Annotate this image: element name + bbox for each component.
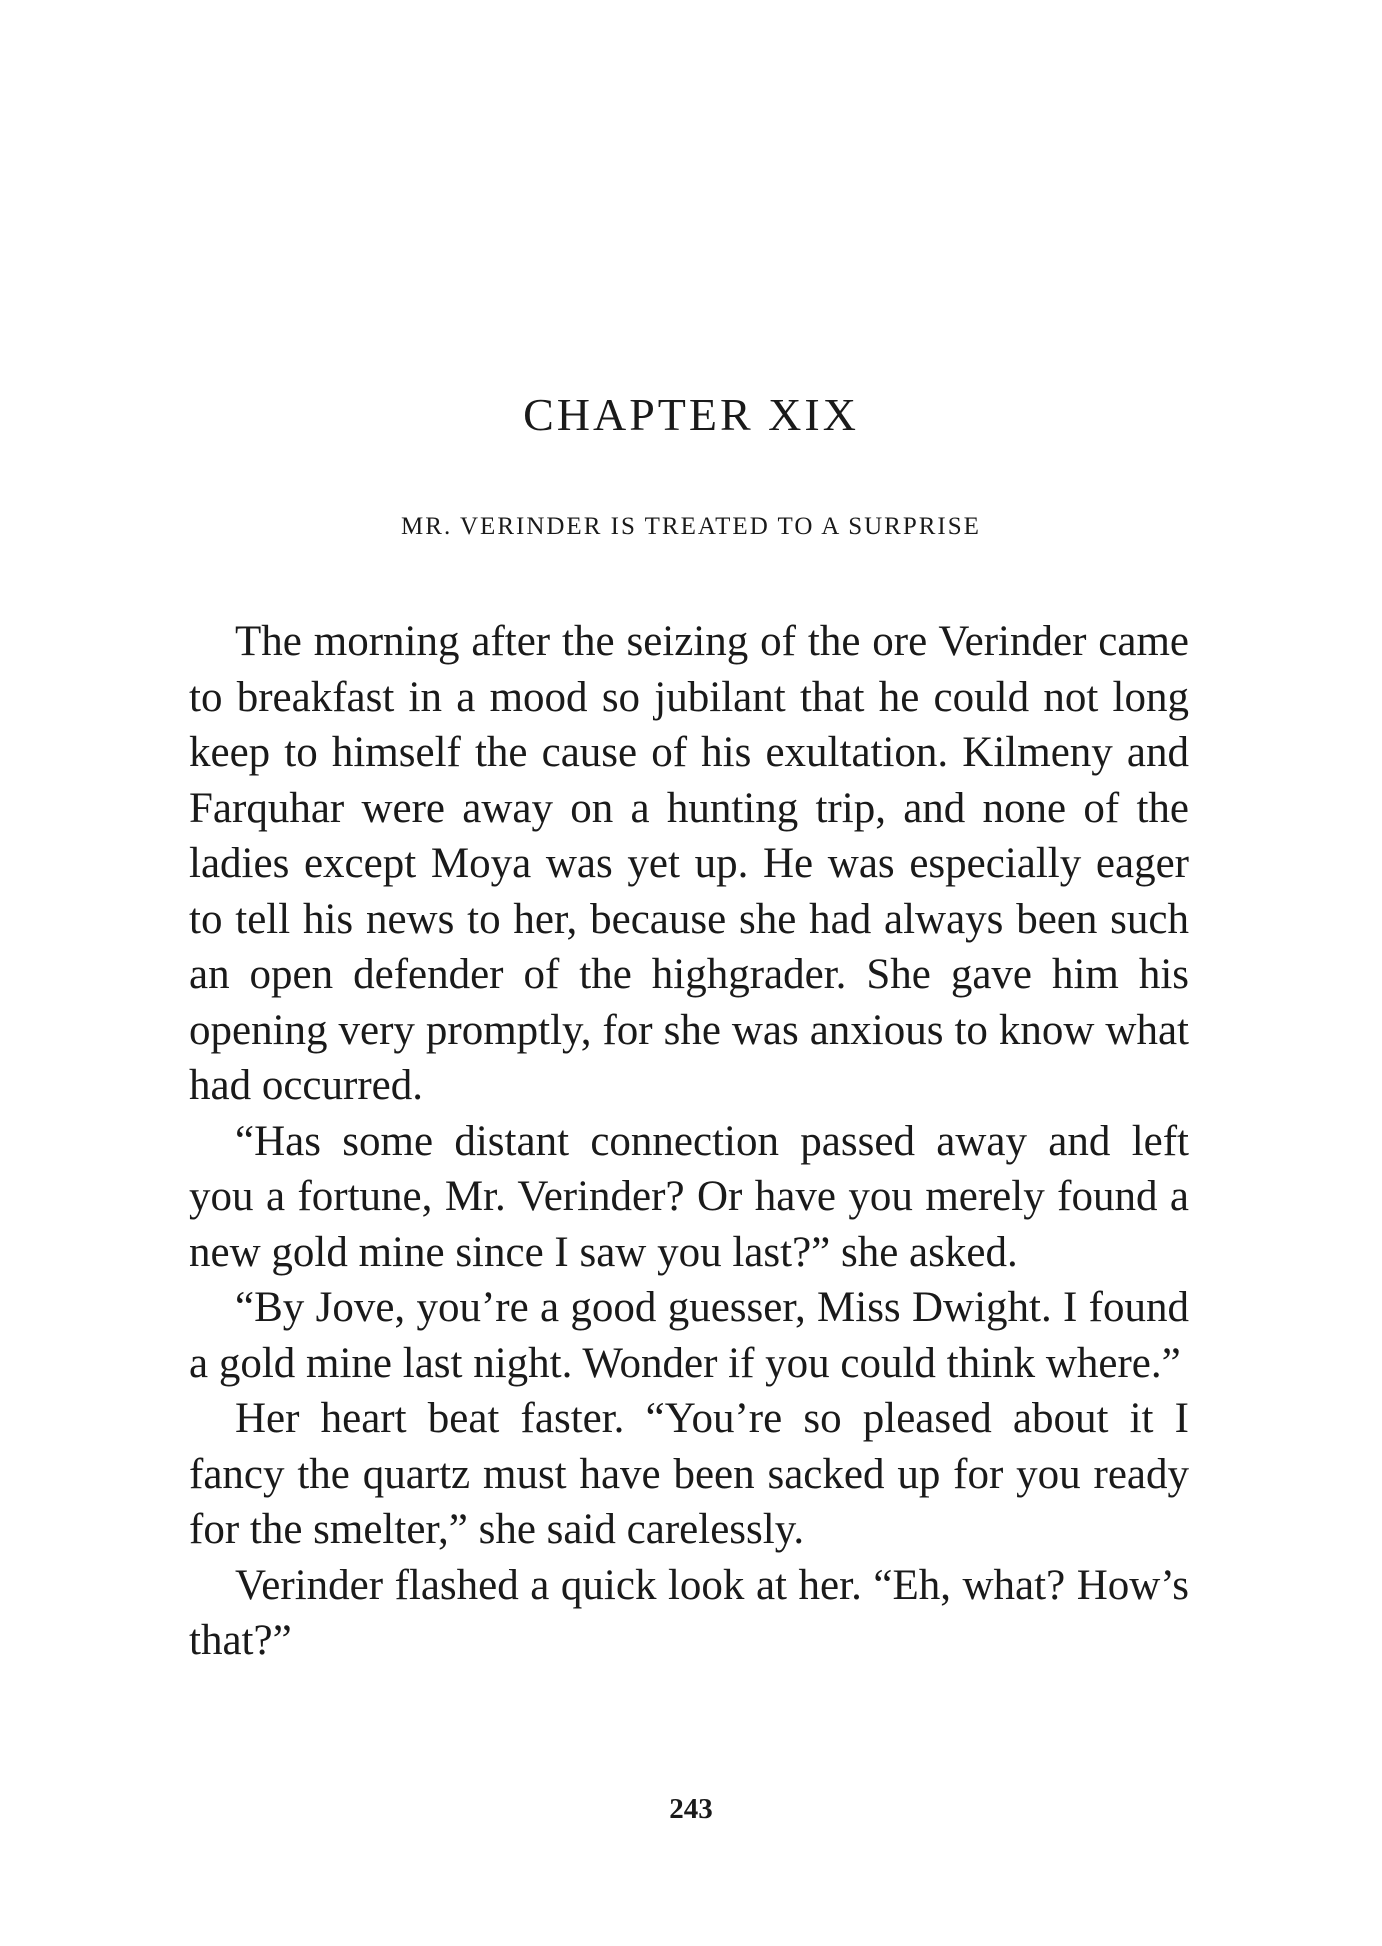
paragraph: Verinder flashed a quick look at her. “Eh, what? How’s that?”: [189, 1561, 1189, 1664]
paragraph: Her heart beat faster. “You’re so pleased about it I fancy the quartz must have been sacked up for you ready for the smelter,” she said carelessly.: [189, 1395, 1189, 1553]
paragraph: The morning after the seizing of the ore Verinder came to breakfast in a mood so jubilant that he could not long keep to himself the cause of his exultation. Kilmeny and Farquhar were away on a hunting trip, and none of the ladies except Moya was yet up. He was especially eager to tell his news to her, because she had always been such an open defender of the highgrader. She gave him his opening very promptly, for she was anxious to know what had occurred.: [189, 618, 1189, 1109]
paragraph: “By Jove, you’re a good guesser, Miss Dwight. I found a gold mine last night. Wonder if you could think where.”: [189, 1284, 1189, 1387]
page-number: 243: [669, 1793, 713, 1825]
paragraph: “Has some distant connection passed away and left you a fortune, Mr. Verinder? Or have you merely found a new gold mine since I saw you last?” she asked.: [189, 1117, 1189, 1276]
body-text: [189, 614, 1189, 1669]
chapter-title: MR. VERINDER IS TREATED TO A SURPRISE: [401, 513, 981, 540]
chapter-number: CHAPTER XIX: [523, 389, 859, 440]
